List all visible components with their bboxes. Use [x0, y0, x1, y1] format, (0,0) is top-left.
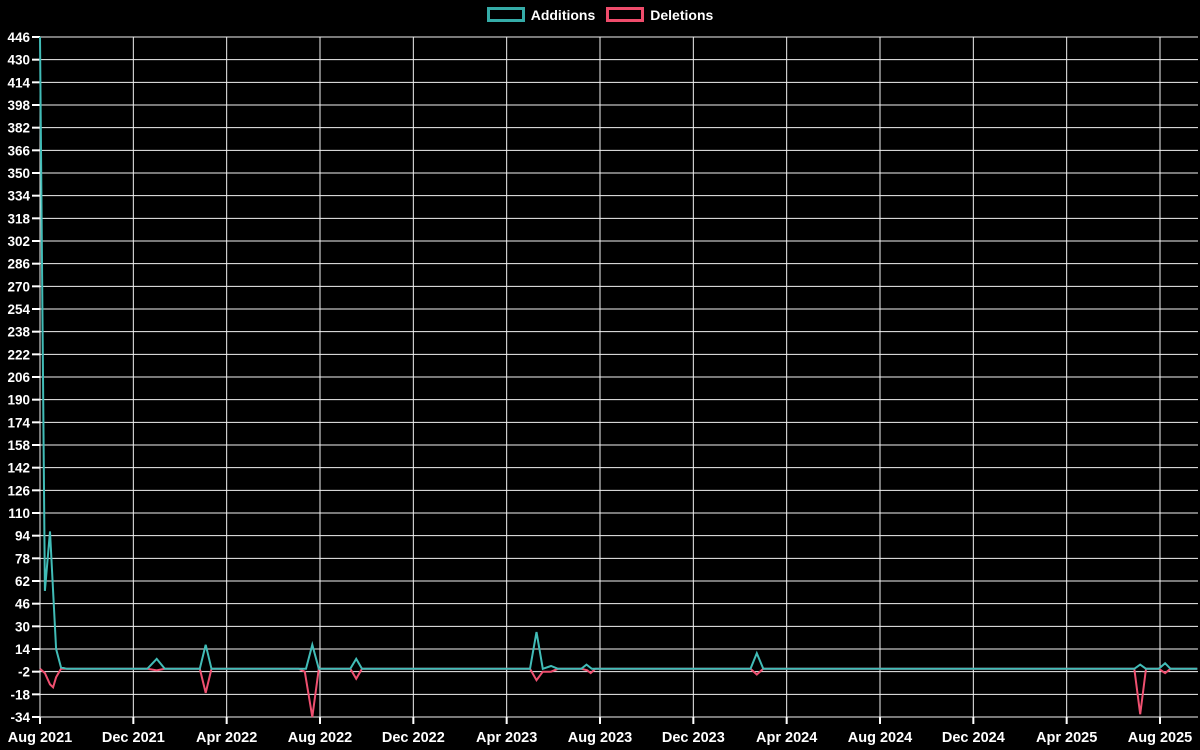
y-tick-label: 430 — [7, 52, 30, 68]
series-line-additions — [40, 37, 1197, 669]
x-tick-label: Apr 2025 — [1036, 730, 1098, 746]
x-tick-label: Aug 2025 — [1127, 730, 1193, 746]
y-tick-label: 30 — [14, 619, 30, 635]
legend-label-additions: Additions — [530, 6, 596, 23]
y-tick-label: 174 — [7, 415, 30, 431]
y-tick-label: 334 — [7, 188, 30, 204]
y-tick-label: 414 — [7, 75, 30, 91]
y-tick-label: 382 — [7, 120, 30, 136]
y-tick-label: -18 — [10, 687, 30, 703]
y-tick-label: 62 — [14, 574, 30, 589]
additions-swatch-icon — [487, 7, 525, 22]
y-tick-label: 14 — [14, 642, 30, 657]
y-tick-label: 78 — [14, 551, 30, 567]
x-tick-label: Dec 2024 — [941, 730, 1005, 746]
x-tick-label: Aug 2022 — [287, 730, 353, 746]
x-tick-label: Dec 2023 — [661, 730, 725, 746]
y-tick-label: 254 — [7, 302, 30, 317]
y-tick-label: 126 — [7, 483, 30, 499]
y-tick-label: 238 — [7, 324, 30, 340]
y-tick-label: 350 — [7, 166, 30, 181]
legend — [0, 7, 1200, 22]
series-line-deletions — [40, 669, 1197, 717]
x-tick-label: Apr 2023 — [476, 730, 538, 746]
y-tick-label: 286 — [7, 256, 30, 272]
deletions-swatch-icon — [606, 7, 644, 22]
x-tick-label: Aug 2021 — [7, 730, 73, 746]
y-tick-label: 318 — [7, 211, 30, 227]
y-tick-label: 398 — [7, 98, 30, 113]
y-tick-label: -2 — [17, 664, 30, 680]
x-grid — [8, 37, 1192, 746]
y-tick-label: 302 — [7, 234, 30, 249]
x-tick-label: Apr 2024 — [756, 730, 818, 746]
legend-label-deletions: Deletions — [650, 6, 714, 23]
y-tick-label: 158 — [7, 438, 30, 453]
x-tick-label: Aug 2023 — [567, 730, 633, 746]
y-tick-label: -34 — [10, 710, 30, 725]
y-grid — [7, 30, 1198, 725]
y-tick-label: 46 — [14, 596, 30, 612]
x-tick-label: Dec 2022 — [381, 730, 445, 746]
legend-item-additions[interactable] — [487, 7, 596, 22]
y-tick-label: 110 — [8, 506, 30, 521]
y-tick-label: 366 — [7, 143, 30, 159]
y-tick-label: 94 — [14, 528, 30, 544]
x-tick-label: Dec 2021 — [101, 730, 165, 746]
y-tick-label: 446 — [7, 30, 30, 45]
y-tick-label: 206 — [7, 370, 30, 385]
y-tick-label: 142 — [7, 460, 30, 476]
x-tick-label: Aug 2024 — [847, 730, 913, 746]
y-tick-label: 190 — [7, 392, 30, 408]
y-tick-label: 270 — [7, 279, 30, 295]
y-tick-label: 222 — [7, 347, 30, 363]
legend-item-deletions[interactable] — [606, 7, 713, 22]
x-tick-label: Apr 2022 — [196, 730, 258, 746]
